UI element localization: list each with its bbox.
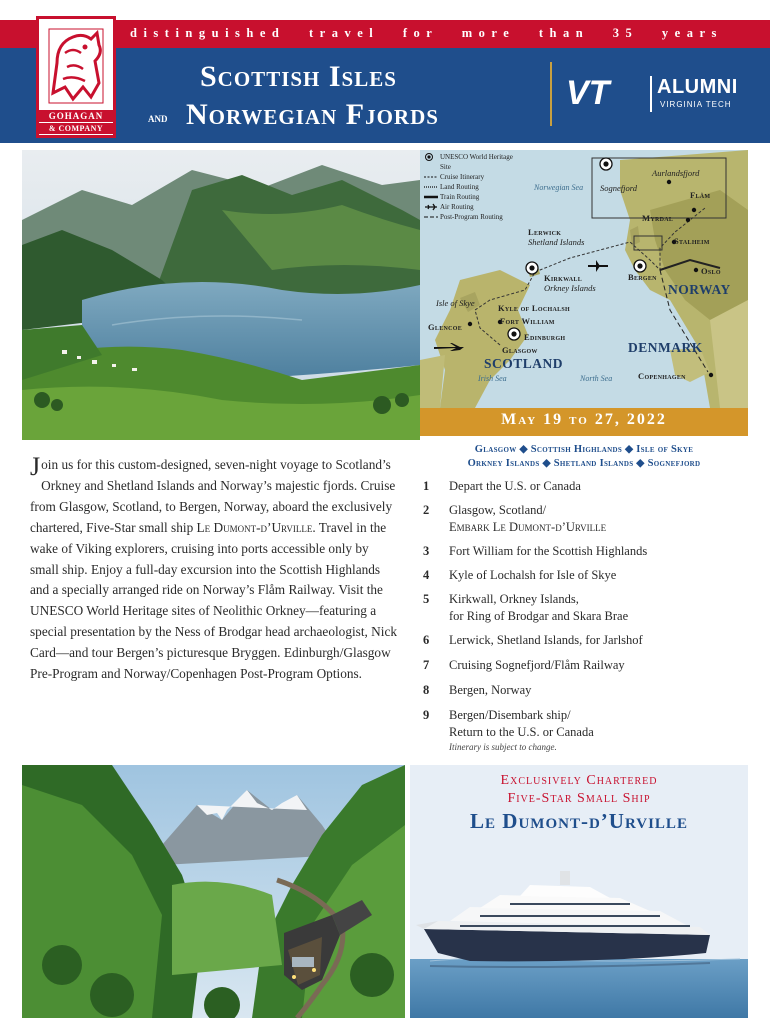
isle-of-skye-label: Isle of Skye: [436, 298, 475, 308]
itinerary-day: 8: [423, 683, 430, 697]
kirkwall-label: Kirkwall: [544, 273, 583, 283]
alumni-text: ALUMNI: [657, 76, 738, 98]
intro-ship-name: Le Dumont-d’Urville: [196, 519, 313, 535]
legend-cruise-label: Cruise Itinerary: [440, 173, 485, 181]
cruise-ship-image: [410, 841, 748, 1018]
denmark-label: DENMARK: [628, 340, 703, 355]
itinerary-day: 6: [423, 633, 430, 647]
destinations: [420, 443, 748, 471]
title-and: and: [148, 110, 168, 125]
itinerary-day: 7: [423, 658, 430, 672]
fort-william-label: Fort William: [500, 316, 555, 326]
tagline: distinguished travel for more than 35 years: [130, 26, 723, 40]
railway-valley-image: [22, 765, 405, 1018]
legend-land-label: Land Routing: [440, 183, 479, 191]
itinerary-desc: Bergen/Disembark ship/: [449, 708, 571, 722]
itinerary-day: 4: [423, 568, 430, 582]
itinerary-desc-2: Return to the U.S. or Canada: [449, 724, 594, 739]
glasgow-label: Glasgow: [502, 345, 538, 355]
itinerary-desc-2: Embark Le Dumont-d’Urville: [449, 519, 607, 534]
oslo-label: Oslo: [701, 266, 721, 276]
ship-name: Le Dumont-d’Urville: [470, 809, 688, 833]
fjord-photo: [22, 150, 420, 440]
intro-paragraph: [30, 452, 400, 685]
lerwick-label: Lerwick: [528, 227, 562, 237]
title-divider: [550, 62, 552, 126]
norwegian-sea-label: Norwegian Sea: [534, 183, 584, 192]
flam-label: Flåm: [690, 190, 711, 200]
north-sea-label: North Sea: [580, 374, 613, 383]
legend-air-label: Air Routing: [440, 203, 474, 211]
unesco-marker-icon: [508, 158, 646, 340]
stalheim-label: Stalheim: [674, 236, 710, 246]
legend-train-label: Train Routing: [440, 193, 480, 201]
edinburgh-label: Edinburgh: [524, 332, 566, 342]
myrdal-label: Myrdal: [642, 213, 674, 223]
svg-text:VT: VT: [566, 74, 610, 110]
plane-marker-icon: [434, 260, 608, 351]
itinerary-desc: Kirkwall, Orkney Islands,: [449, 592, 579, 606]
vt-logo: [566, 74, 644, 115]
destinations-line2: Orkney Islands ◆ Shetland Islands ◆ Sognefjord: [467, 458, 701, 469]
itinerary-desc: Kyle of Lochalsh for Isle of Skye: [449, 568, 617, 582]
ship-heading2: Five-Star Small Ship: [507, 791, 651, 806]
gohagan-logo: [36, 16, 116, 138]
glencoe-label: Glencoe: [428, 322, 463, 332]
itinerary-day: 1: [423, 479, 430, 493]
itinerary-desc-2: for Ring of Brodgar and Skara Brae: [449, 608, 629, 623]
itinerary-desc: Cruising Sognefjord/Flåm Railway: [449, 658, 625, 672]
vt-divider: [650, 76, 652, 112]
itinerary-desc: Fort William for the Scottish Highlands: [449, 544, 648, 558]
orkney-label: Orkney Islands: [544, 283, 596, 293]
itinerary-desc: Bergen, Norway: [449, 683, 532, 697]
logo-line1: GOHAGAN: [39, 110, 113, 122]
dropcap: J: [30, 452, 41, 481]
itinerary-day: 3: [423, 544, 430, 558]
itinerary-day: 9: [423, 708, 430, 722]
fjord-landscape-image: [22, 150, 420, 440]
itinerary-day: 5: [423, 592, 430, 606]
intro-text-part1: oin us for this custom-designed, seven-night voyage to Scotland’s Orkney and Shetland Islands and Norway’s majestic fjords. Cruise from Glasgow, Scotland, to Bergen, Norway, aboard the exclusively chartered, Five-Star small ship: [30, 457, 396, 535]
griffin-crest-icon: [43, 23, 109, 107]
copenhagen-label: Copenhagen: [638, 371, 686, 381]
sognefjord-label: Sognefjord: [600, 183, 637, 193]
intro-text-part2: . Travel in the wake of Viking explorers, cruising into ports accessible only by small ship. Enjoy a full-day excursion into the Scottish Highlands and a specially arranged ride on Norway’s Flåm Railway. Visit the UNESCO World Heritage sites of Neolithic Orkney—featuring a special presentation by the Ness of Brodgar head archaeologist, Nick Card—and tour Bergen’s picturesque Bryggen. Edinburgh/Glasgow Pre-Program and Norway/Copenhagen Post-Program Options.: [30, 519, 398, 682]
vt-monogram-icon: [566, 74, 644, 110]
irish-sea-label: Irish Sea: [478, 374, 507, 383]
ship-box: [410, 765, 748, 1018]
map-markers: [420, 150, 748, 408]
itinerary-day: 2: [423, 503, 430, 517]
itinerary-desc: Depart the U.S. or Canada: [449, 479, 581, 493]
itinerary-note: Itinerary is subject to change.: [449, 742, 557, 752]
flam-railway-photo: [22, 765, 405, 1018]
kyle-label: Kyle of Lochalsh: [498, 303, 571, 313]
aurlandsfjord-label: Aurlandsfjord: [652, 168, 700, 178]
itinerary-desc: Glasgow, Scotland/: [449, 503, 547, 517]
destinations-line1: Glasgow ◆ Scottish Highlands ◆ Isle of Skye: [474, 444, 694, 455]
shetland-label: Shetland Islands: [528, 237, 585, 247]
bergen-label: Bergen: [628, 272, 657, 282]
ship-heading1: Exclusively Chartered: [500, 773, 658, 788]
header: [0, 0, 770, 143]
legend-unesco-label: UNESCO World Heritage Site: [440, 153, 513, 171]
norway-label: NORWAY: [668, 282, 731, 297]
route-map: [420, 150, 748, 408]
scotland-label: SCOTLAND: [484, 356, 564, 371]
itinerary-desc: Lerwick, Shetland Islands, for Jarlshof: [449, 633, 643, 647]
legend-post-label: Post-Program Routing: [440, 213, 503, 221]
trip-dates: May 19 to 27, 2022: [501, 411, 667, 428]
logo-line2: & COMPANY: [39, 123, 113, 134]
title-line2: Norwegian Fjords: [186, 98, 439, 131]
alumni-subtext: VIRGINIA TECH: [660, 100, 732, 109]
title-line1: Scottish Isles: [200, 60, 397, 93]
date-bar: [420, 408, 748, 436]
